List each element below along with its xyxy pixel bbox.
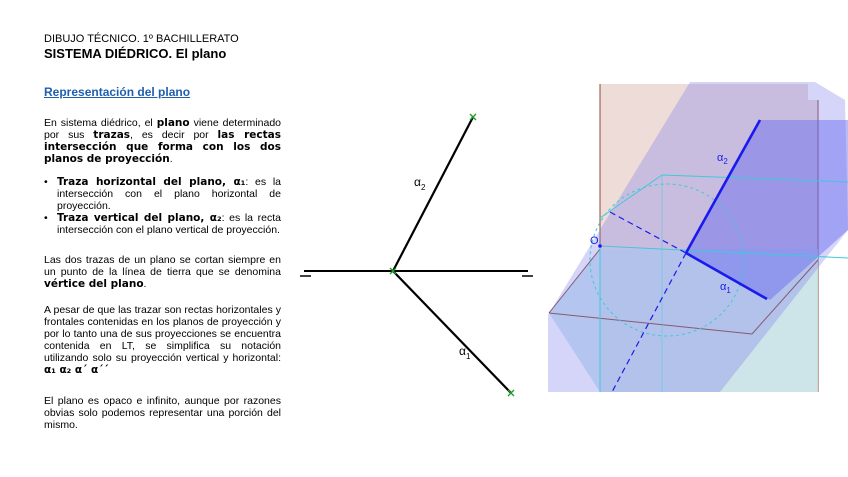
intro-text-2: viene determinado por sus <box>44 117 281 141</box>
intro-text-1: En sistema diédrico, el <box>44 117 157 129</box>
origin-label: O <box>590 235 599 247</box>
bullet-text-vertical: : es la recta intersección con el plano vertical de proyección. <box>57 212 281 236</box>
list-item: • Traza horizontal del plano, α₁: es la intersección con el plano horizontal de proyección. <box>44 176 281 212</box>
course-heading: DIBUJO TÉCNICO. 1º BACHILLERATO <box>44 33 239 45</box>
vertex-text-1: Las dos trazas de un plano se cortan siempre en un punto de la línea de tierra que se denomina <box>44 254 281 278</box>
diedric-2d-diagram <box>300 114 533 396</box>
vertex-bold: vértice del plano <box>44 278 144 290</box>
alpha1-end-marker-icon <box>508 390 514 396</box>
alpha2-label: $\alpha_2$ <box>414 175 426 192</box>
bullet-bold-vertical: Traza vertical del plano, α₂ <box>57 212 222 224</box>
notation-symbols: α₁ α₂ α´ α´´ <box>44 364 109 376</box>
intro-text-4: . <box>169 153 173 165</box>
intro-bold-plano: plano <box>156 117 190 129</box>
intro-bold-trazas: trazas <box>93 129 131 141</box>
alpha1-trace-line <box>393 271 511 393</box>
unit-heading: SISTEMA DIÉDRICO. El plano <box>44 46 227 61</box>
alpha1-label: $\alpha_1$ <box>459 344 471 361</box>
origin-point <box>598 244 602 248</box>
vertex-text-2: . <box>143 278 147 290</box>
perspective-3d-diagram <box>548 82 848 392</box>
bullet-bold-horizontal: Traza horizontal del plano, α₁ <box>57 176 246 188</box>
opaque-paragraph: El plano es opaco e infinito, aunque por razones obvias solo podemos representar una porción del mismo. <box>44 395 281 431</box>
section-title: Representación del plano <box>44 85 191 99</box>
intro-bold-rectas: las rectas intersección que forma con los dos planos de proyección <box>44 129 281 165</box>
notation-text: A pesar de que las trazar son rectas horizontales y frontales contenidas en los planos de proyección y por lo tanto una de sus proyecciones se encuentra contenida en LT, se simplifica su notación utilizando solo su proyección vertical y horizontal: <box>44 304 281 364</box>
alpha2-label-3d: $\alpha_2$ <box>717 152 728 166</box>
alpha1-label-3d: $\alpha_1$ <box>720 281 731 295</box>
intro-text-3: , es decir por <box>130 129 218 141</box>
bullet-text-horizontal: : es la intersección con el plano horizontal de proyección. <box>57 176 281 212</box>
list-item: • Traza vertical del plano, α₂: es la recta intersección con el plano vertical de proyección. <box>44 212 281 236</box>
alpha2-trace-line <box>393 117 473 271</box>
